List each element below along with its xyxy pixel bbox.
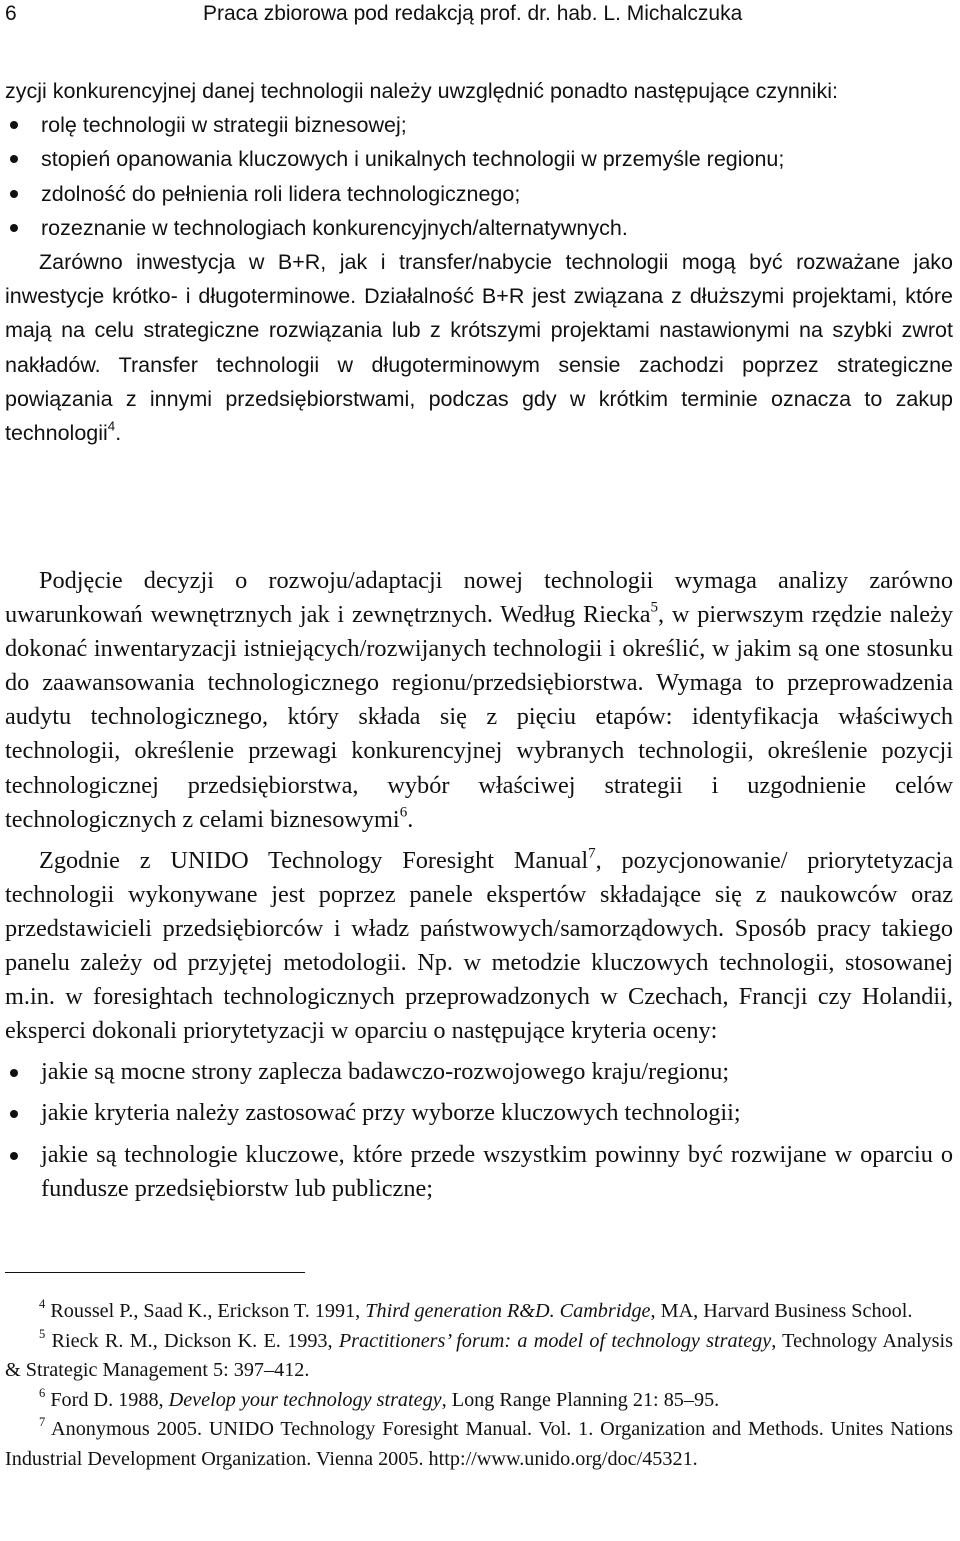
intro-paragraph: zycji konkurencyjnej danej technologii należy uwzględnić ponadto następujące czynniki:	[5, 79, 839, 103]
footnote: $^5$ Rieck R. M., Dickson K. E. 1993, Practitioners’ forum: a model of technology strategy, Technology Analysis & Strategic Management 5: 397–412.	[5, 1326, 954, 1381]
footnote: $^7$ Anonymous 2005. UNIDO Technology Foresight Manual. Vol. 1. Organization and Methods. Unites Nations Industrial Development Organization. Vienna 2005. http://www.unido.org/doc/45321.	[5, 1415, 953, 1470]
list-item: jakie kryteria należy zastosować przy wyborze kluczowych technologii;	[5, 1096, 953, 1130]
footnote-number: 7	[39, 1415, 46, 1430]
paragraph-technology-audit: Podjęcie decyzji o rozwoju/adaptacji nowej technologii wymaga analizy zarówno uwarunkowań wewnętrznych jak i zewnętrznych. Według Riecka$^5$, w pierwszym rzędzie należy dokonać inwentaryzacji istniejących/rozwijanych technologii i określić, w jakim są one stosunku do zaawansowania technologicznego regionu/przedsiębiorstwa. Wymaga to przeprowadzenia audytu technologicznego, który składa się z pięciu etapów: identyfikacja właściwych technologii, określenie przewagi konkurencyjnej wybranych technologii, określenie pozycji technologicznej przedsiębiorstwa, wybór właściwej strategii i uzgodnienie celów technologicznych z celami biznesowymi$^6$.	[5, 567, 953, 833]
body-text-sans	[5, 74, 953, 450]
bullet-icon	[10, 155, 18, 163]
footnotes	[5, 1297, 953, 1474]
list-item: zdolność do pełnienia roli lidera technologicznego;	[5, 177, 953, 211]
bullet-icon	[10, 224, 18, 232]
bullet-icon	[10, 1110, 18, 1118]
footnote-number: 6	[39, 1385, 46, 1400]
factors-list	[5, 108, 953, 245]
body-text-serif	[5, 564, 953, 1213]
list-item: rozeznanie w technologiach konkurencyjnych/alternatywnych.	[5, 211, 953, 245]
footnote-ref: 5	[650, 599, 659, 616]
footnote-separator	[5, 1272, 305, 1273]
bullet-icon	[10, 1152, 18, 1160]
running-title: Praca zbiorowa pod redakcją prof. dr. hab. L. Michalczuka	[203, 2, 743, 25]
footnote: $^4$ Roussel P., Saad K., Erickson T. 1991, Third generation R&D. Cambridge, MA, Harvard Business School.	[39, 1297, 913, 1322]
page-number: 6	[5, 2, 17, 25]
bullet-icon	[10, 121, 18, 129]
list-item: jakie są mocne strony zaplecza badawczo-rozwojowego kraju/regionu;	[5, 1055, 953, 1089]
bullet-icon	[10, 1069, 18, 1077]
criteria-list	[5, 1055, 953, 1205]
paragraph-unido-foresight: Zgodnie z UNIDO Technology Foresight Manual$^7$, pozycjonowanie/ priorytetyzacja technologii wykonywane jest poprzez panele ekspertów składające się z naukowców oraz przedstawicieli przedsiębiorców i władz państwowych/samorządowych. Sposób pracy takiego panelu zależy od przyjętej metodologii. Np. w metodzie kluczowych technologii, stosowanej m.in. w foresightach technologicznych przeprowadzonych w Czechach, Francji czy Holandii, eksperci dokonali priorytetyzacji w oparciu o następujące kryteria oceny:	[5, 845, 953, 1045]
list-item: jakie są technologie kluczowe, które przede wszystkim powinny być rozwijane w oparciu o fundusze przedsiębiorstw lub publiczne;	[5, 1138, 953, 1206]
footnote: $^6$ Ford D. 1988, Develop your technology strategy, Long Range Planning 21: 85–95.	[39, 1385, 720, 1411]
footnote-number: 4	[39, 1297, 46, 1312]
paragraph-rd-transfer: Zarówno inwestycja w B+R, jak i transfer/nabycie technologii mogą być rozważane jako inwestycje krótko- i długoterminowe. Działalność B+R jest związana z dłuższymi projektami, które mają na celu strategiczne rozwiązania lub z krótszymi projektami nastawionymi na szybki zwrot nakładów. Transfer technologii w długoterminowym sensie zachodzi poprzez strategiczne powiązania z innymi przedsiębiorstwami, podczas gdy w krótkim terminie oznacza to zakup technologii$^4$.	[5, 250, 953, 446]
footnote-number: 5	[39, 1326, 46, 1341]
list-item: stopień opanowania kluczowych i unikalnych technologii w przemyśle regionu;	[5, 142, 953, 176]
bullet-icon	[10, 190, 18, 198]
footnote-ref: 6	[399, 804, 408, 821]
list-item: rolę technologii w strategii biznesowej;	[5, 108, 953, 142]
footnote-ref: 7	[588, 845, 596, 862]
footnote-ref: 4	[107, 418, 116, 434]
page-header	[5, 0, 953, 32]
